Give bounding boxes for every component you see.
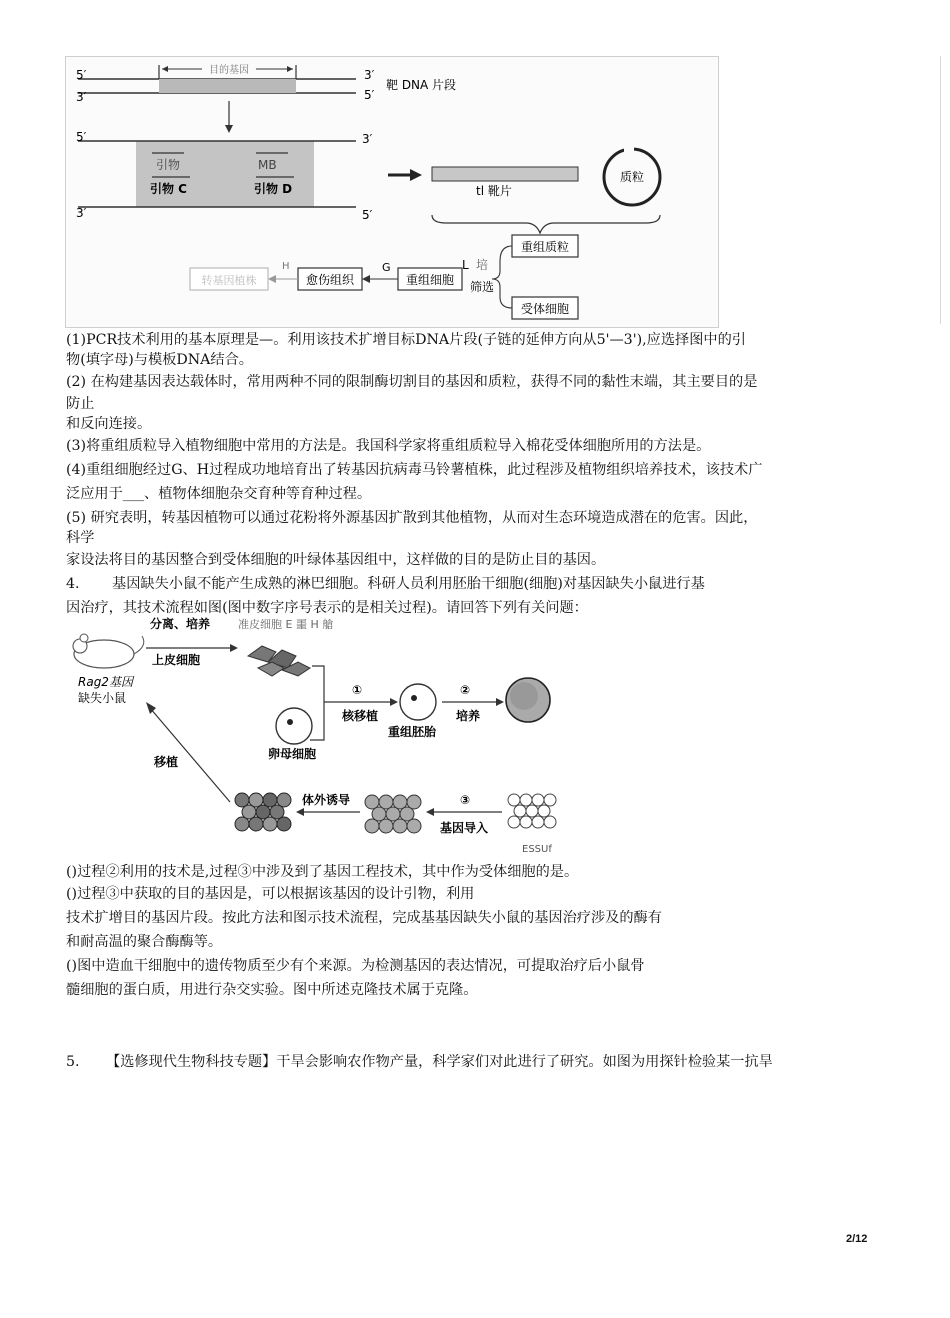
transplant-label: 移植 xyxy=(154,755,179,769)
q3-line-1: (1)PCR技术利用的基本原理是—。利用该技术扩增目标DNA片段(子链的延伸方向从5'—3'),应选择图中的引 xyxy=(66,332,746,348)
q4-sub-5: ()图中造血干细胞中的遗传物质至少有个来源。为检测基因的表达情况，可提取治疗后小鼠骨 xyxy=(66,958,645,974)
arrow-left-icon xyxy=(296,808,304,816)
arrow-up-left-icon xyxy=(146,702,156,714)
arrow-down-icon xyxy=(225,125,233,133)
recombinant-cell-box: 重组细胞 xyxy=(405,273,455,287)
arrow-right-icon xyxy=(496,698,504,706)
q4-sub-6: 髓细胞的蛋白质，用进行杂交实验。图中所述克隆技术属于克隆。 xyxy=(66,982,478,998)
q3-line-10: 科学 xyxy=(66,530,95,546)
mouse-label-line2: 缺失小鼠 xyxy=(78,691,127,705)
plasmid-label: 质粒 xyxy=(619,170,645,184)
receptor-cell-box: 受体细胞 xyxy=(520,302,570,316)
end-label: 5′ xyxy=(76,68,87,82)
end-label: 3′ xyxy=(76,90,87,104)
step-h-label: H xyxy=(282,261,290,272)
brace xyxy=(432,215,660,233)
arrow-left-icon xyxy=(362,275,370,283)
q3-line-11: 家设法将目的基因整合到受体细胞的叶绿体基因组中，这样做的目的是防止目的基因。 xyxy=(66,552,606,568)
top-right-label: 准皮细胞 E 噩 H 艙 xyxy=(238,618,334,631)
arrow-right-icon xyxy=(390,698,398,706)
separate-culture-label: 分离、培养 xyxy=(150,617,211,631)
transgenic-plant-box: 转基因植株 xyxy=(201,274,257,287)
oocyte-label: 卵母细胞 xyxy=(268,747,317,761)
q4-line-1: 基因缺失小鼠不能产生成熟的淋巴细胞。科研人员利用胚胎干细胞(细胞)对基因缺失小鼠进行基 xyxy=(112,576,705,592)
figure-gene-therapy-svg xyxy=(62,616,582,858)
target-gene-label: 目的基因 xyxy=(209,65,249,76)
mouse-icon xyxy=(73,634,144,668)
q3-line-8: 泛应用于___、植物体细胞杂交育种等育种过程。 xyxy=(66,486,372,502)
epithelial-cells-icon xyxy=(248,646,310,676)
arrow-left-icon xyxy=(268,275,276,283)
modified-cells-icon xyxy=(365,795,421,833)
in-vitro-induction-label: 体外诱导 xyxy=(302,793,351,807)
step-l-label: L xyxy=(462,258,469,272)
q3-line-2: 物(填字母)与模板DNA结合。 xyxy=(66,352,253,368)
q5-number: 5. xyxy=(66,1054,80,1070)
step-g-label: G xyxy=(382,261,391,274)
screen-label: 筛选 xyxy=(470,280,495,294)
fragment-label: tl 靴片 xyxy=(476,184,512,198)
q4-sub-2: ()过程③中获取的目的基因是，可以根据该基因的设计引物，利用 xyxy=(66,886,475,902)
hematopoietic-cells-icon xyxy=(235,793,291,831)
mouse-label-line1: Rag2基因 xyxy=(78,675,133,689)
q3-line-5: 和反向连接。 xyxy=(66,416,152,432)
q4-sub-3: 技术扩增目的基因片段。按此方法和图示技术流程，完成基基因缺失小鼠的基因治疗涉及的酶有 xyxy=(66,910,662,926)
primer-b-label: MB xyxy=(258,158,277,172)
culture-label: 培养 xyxy=(456,709,481,723)
end-label: 5′ xyxy=(76,130,87,144)
figure-gene-therapy xyxy=(62,616,582,858)
end-label: 3′ xyxy=(364,68,375,82)
q3-line-4: 防止 xyxy=(66,396,95,412)
step2-label: ② xyxy=(460,683,471,697)
margin-rule xyxy=(940,56,941,324)
q3-line-7: (4)重组细胞经过G、H过程成功地培育出了转基因抗病毒马铃薯植株，此过程涉及植物组织培养技术，该技术广 xyxy=(66,462,763,478)
nuclear-transfer-label: 核移植 xyxy=(342,709,379,723)
arrow-left-icon xyxy=(426,808,434,816)
target-dna-label: 靶 DNA 片段 xyxy=(386,78,457,92)
figure-pcr-transgenic xyxy=(65,56,719,328)
q4-line-2: 因治疗，其技术流程如图(图中数字序号表示的是相关过程)。请回答下列有关问题： xyxy=(66,600,588,616)
primer-d-label: 引物 D xyxy=(254,182,293,196)
end-label: 3′ xyxy=(362,132,373,146)
gene-introduction-label: 基因导入 xyxy=(440,821,489,835)
end-label: 5′ xyxy=(362,208,373,222)
arrow-right-icon xyxy=(230,644,238,652)
page-number: 2/12 xyxy=(846,1233,868,1245)
epithelial-cell-label: 上皮细胞 xyxy=(152,653,201,667)
recombinant-embryo-label: 重组胚胎 xyxy=(388,725,437,739)
q4-number: 4. xyxy=(66,576,80,592)
essu-cells-icon xyxy=(508,794,556,828)
embryo-icon xyxy=(400,684,436,720)
primer-c-label: 引物 C xyxy=(150,182,187,196)
arrow-right-icon xyxy=(410,169,422,181)
q5-text: 【选修现代生物科技专题】干旱会影响农作物产量，科学家们对此进行了研究。如图为用探针检验某一抗旱 xyxy=(106,1054,773,1070)
step1-label: ① xyxy=(352,683,363,697)
q3-line-6: (3)将重组质粒导入植物细胞中常用的方法是。我国科学家将重组质粒导入棉花受体细胞所用的方法是。 xyxy=(66,438,711,454)
q4-sub-1: ()过程②利用的技术是,过程③中涉及到了基因工程技术，其中作为受体细胞的是。 xyxy=(66,864,579,880)
essu-label: ESSUf xyxy=(522,844,552,855)
oocyte-icon xyxy=(276,708,312,744)
callus-box: 愈伤组织 xyxy=(305,273,355,287)
primer-a-label: 引物 xyxy=(156,158,181,172)
figure-pcr-svg xyxy=(66,57,718,327)
cultivate-label: 培 xyxy=(476,258,489,272)
q3-line-9: (5) 研究表明，转基因植物可以通过花粉将外源基因扩散到其他植物，从而对生态环境造成潜在的危害。因此， xyxy=(66,510,758,526)
recombinant-plasmid-box: 重组质粒 xyxy=(520,240,570,254)
q3-line-3: (2) 在构建基因表达载体时，常用两种不同的限制酶切割目的基因和质粒，获得不同的黏性末端，其主要目的是 xyxy=(66,374,758,390)
end-label: 5′ xyxy=(364,88,375,102)
q4-sub-4: 和耐高温的聚合酶酶等。 xyxy=(66,934,223,950)
step3-label: ③ xyxy=(460,793,471,807)
end-label: 3′ xyxy=(76,206,87,220)
